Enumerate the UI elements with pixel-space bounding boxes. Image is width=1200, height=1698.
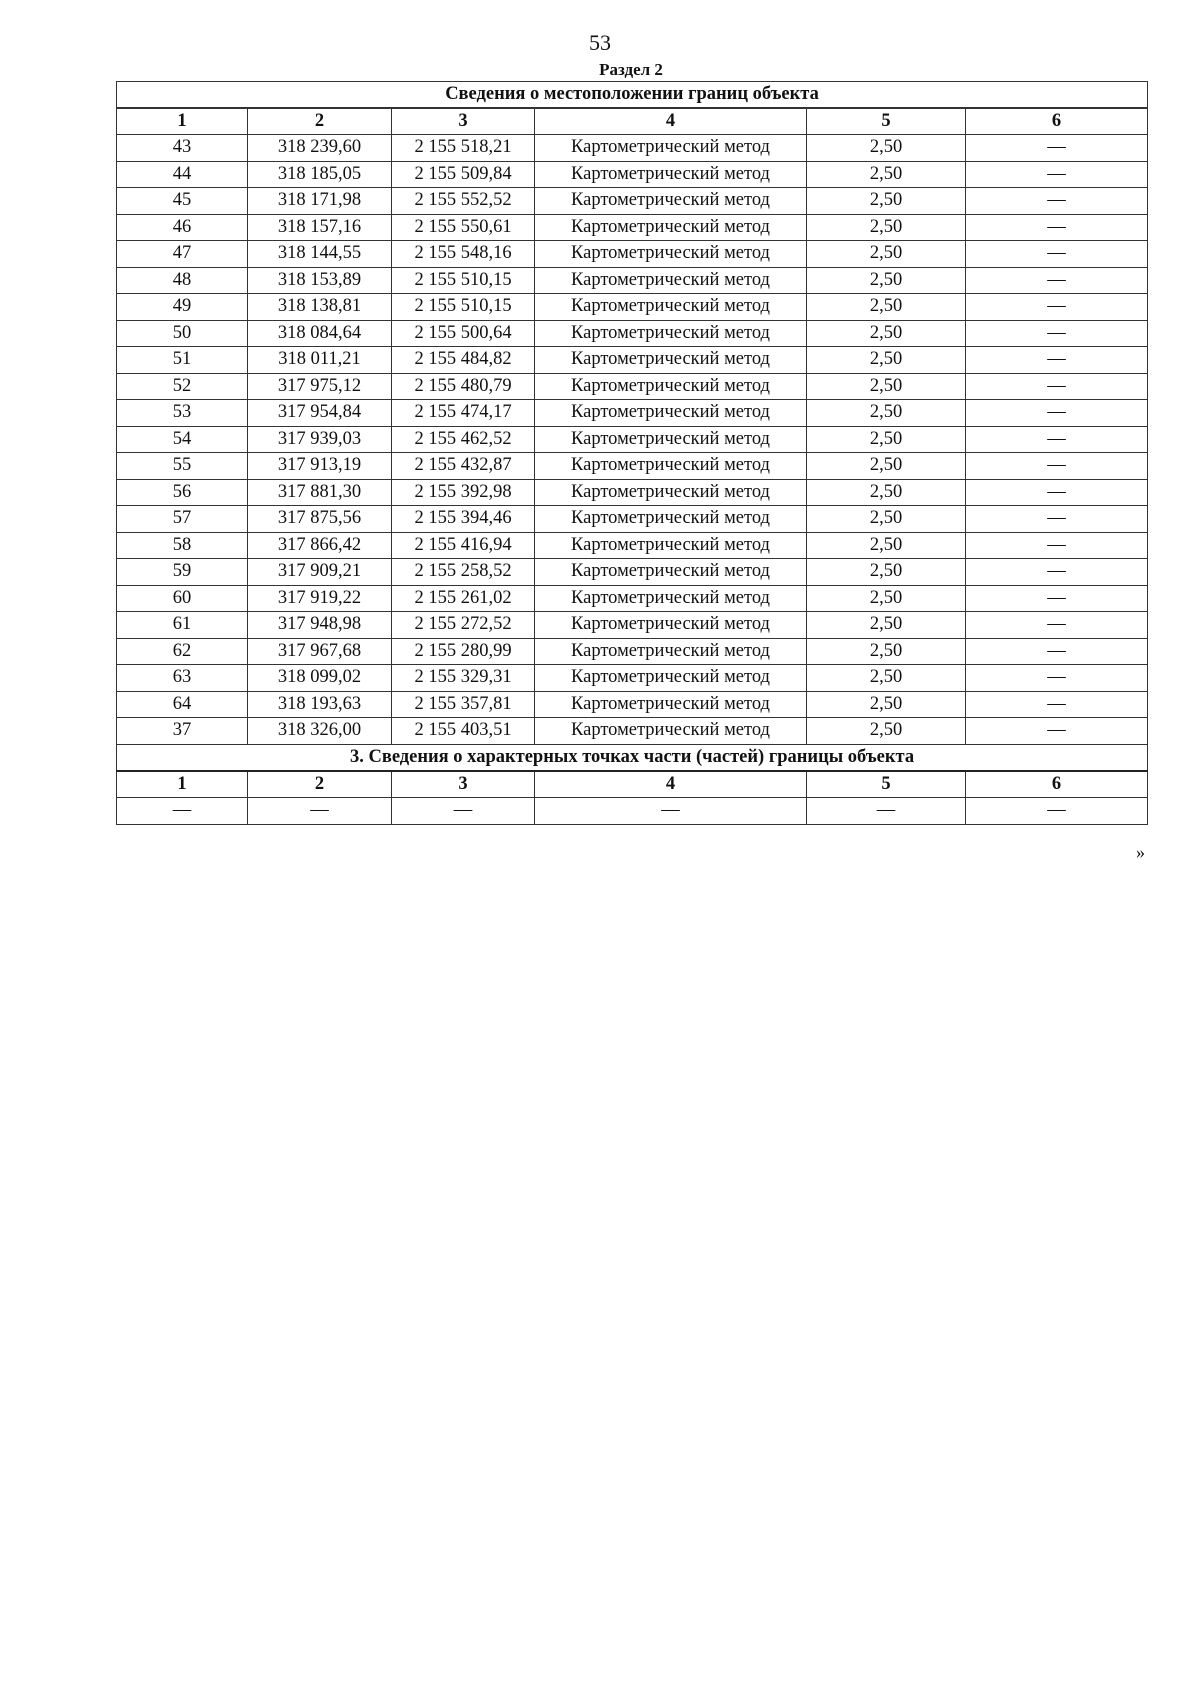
table-row — [117, 294, 1148, 321]
table-row — [117, 135, 1148, 162]
table-cell: — — [966, 320, 1148, 347]
table-cell: 2 155 548,16 — [392, 241, 535, 268]
table-cell: Картометрический метод — [535, 532, 807, 559]
column-header: 5 — [807, 108, 966, 135]
table-cell: 54 — [117, 426, 248, 453]
table-cell: 2 155 509,84 — [392, 161, 535, 188]
table-cell: — — [535, 798, 807, 825]
table-row — [117, 241, 1148, 268]
table-cell: 318 099,02 — [248, 665, 392, 692]
table-cell: Картометрический метод — [535, 479, 807, 506]
table-cell: Картометрический метод — [535, 506, 807, 533]
table-cell: 53 — [117, 400, 248, 427]
table-row — [117, 506, 1148, 533]
table-cell: 55 — [117, 453, 248, 480]
table-row — [117, 320, 1148, 347]
table-cell: 48 — [117, 267, 248, 294]
table-cell: 318 326,00 — [248, 718, 392, 745]
table-cell: 2 155 500,64 — [392, 320, 535, 347]
table-cell: 63 — [117, 665, 248, 692]
table-cell: 317 881,30 — [248, 479, 392, 506]
column-header: 2 — [248, 108, 392, 135]
table-cell: 318 011,21 — [248, 347, 392, 374]
table-cell: 317 975,12 — [248, 373, 392, 400]
table-cell: Картометрический метод — [535, 373, 807, 400]
table-cell: 318 084,64 — [248, 320, 392, 347]
table-cell: Картометрический метод — [535, 585, 807, 612]
boundary-table-title: Сведения о местоположении границ объекта — [117, 82, 1148, 109]
table-cell: 43 — [117, 135, 248, 162]
table-cell: 61 — [117, 612, 248, 639]
table-cell: 2 155 272,52 — [392, 612, 535, 639]
table-cell: Картометрический метод — [535, 161, 807, 188]
table-row — [117, 267, 1148, 294]
table-cell: — — [966, 559, 1148, 586]
table-cell: 1 — [117, 771, 248, 798]
table-cell: — — [966, 585, 1148, 612]
table-cell: 2 155 392,98 — [392, 479, 535, 506]
table-cell: 2,50 — [807, 241, 966, 268]
table-cell: 6 — [966, 771, 1148, 798]
table-cell: — — [807, 798, 966, 825]
table-cell: 317 913,19 — [248, 453, 392, 480]
table-cell: 2 155 518,21 — [392, 135, 535, 162]
table-cell: 2 155 462,52 — [392, 426, 535, 453]
table-cell: 2 155 484,82 — [392, 347, 535, 374]
table-cell: 5 — [807, 771, 966, 798]
table-cell: — — [966, 453, 1148, 480]
table-cell: 318 157,16 — [248, 214, 392, 241]
table-cell: Картометрический метод — [535, 665, 807, 692]
table-cell: 318 193,63 — [248, 691, 392, 718]
table-cell: 317 909,21 — [248, 559, 392, 586]
table-cell: 2,50 — [807, 347, 966, 374]
table-row — [117, 665, 1148, 692]
table-cell: 2 155 550,61 — [392, 214, 535, 241]
table-cell: 57 — [117, 506, 248, 533]
boundary-table-header-row — [117, 108, 1148, 135]
table-cell: Картометрический метод — [535, 453, 807, 480]
table-cell: 317 954,84 — [248, 400, 392, 427]
table-cell: 46 — [117, 214, 248, 241]
table-row — [117, 691, 1148, 718]
table-cell: 2 155 280,99 — [392, 638, 535, 665]
table-cell: — — [966, 214, 1148, 241]
table-row — [117, 426, 1148, 453]
parts-table-title-row — [117, 744, 1148, 771]
table-cell: 2,50 — [807, 585, 966, 612]
table-cell: — — [966, 161, 1148, 188]
table-row — [117, 718, 1148, 745]
table-cell: 2 155 416,94 — [392, 532, 535, 559]
section-label: Раздел 2 — [599, 60, 663, 79]
table-cell: 2,50 — [807, 638, 966, 665]
table-row — [117, 373, 1148, 400]
table-row — [117, 585, 1148, 612]
table-row — [117, 559, 1148, 586]
table-cell: — — [966, 241, 1148, 268]
table-row — [117, 453, 1148, 480]
table-row — [117, 188, 1148, 215]
table-cell: 45 — [117, 188, 248, 215]
table-row — [117, 638, 1148, 665]
table-cell: Картометрический метод — [535, 400, 807, 427]
page-number: 53 — [589, 30, 611, 55]
table-cell: 318 171,98 — [248, 188, 392, 215]
table-cell: 2 155 261,02 — [392, 585, 535, 612]
table-row — [117, 161, 1148, 188]
column-header: 6 — [966, 108, 1148, 135]
boundary-table — [116, 81, 1148, 825]
table-cell: 2 155 394,46 — [392, 506, 535, 533]
table-cell: Картометрический метод — [535, 638, 807, 665]
table-cell: 52 — [117, 373, 248, 400]
table-cell: 2,50 — [807, 400, 966, 427]
table-cell: — — [966, 506, 1148, 533]
table-cell: — — [966, 532, 1148, 559]
table-cell: 62 — [117, 638, 248, 665]
table-cell: 2,50 — [807, 214, 966, 241]
table-cell: 2,50 — [807, 320, 966, 347]
table-cell: 2,50 — [807, 479, 966, 506]
table-cell: — — [966, 718, 1148, 745]
table-cell: — — [966, 798, 1148, 825]
table-cell: Картометрический метод — [535, 559, 807, 586]
table-cell: Картометрический метод — [535, 241, 807, 268]
table-cell: Картометрический метод — [535, 691, 807, 718]
table-cell: 2 155 403,51 — [392, 718, 535, 745]
table-cell: 318 185,05 — [248, 161, 392, 188]
table-cell: 2,50 — [807, 559, 966, 586]
table-cell: 2,50 — [807, 188, 966, 215]
column-header: 4 — [535, 108, 807, 135]
table-cell: 37 — [117, 718, 248, 745]
table-cell: 2,50 — [807, 506, 966, 533]
table-cell: 2,50 — [807, 373, 966, 400]
table-cell: — — [966, 135, 1148, 162]
table-cell: 56 — [117, 479, 248, 506]
table-cell: Картометрический метод — [535, 294, 807, 321]
table-cell: 50 — [117, 320, 248, 347]
table-row — [117, 479, 1148, 506]
table-cell: 2,50 — [807, 665, 966, 692]
table-cell: 59 — [117, 559, 248, 586]
table-cell: 2,50 — [807, 294, 966, 321]
table-row — [117, 347, 1148, 374]
table-cell: 2,50 — [807, 267, 966, 294]
table-cell: — — [966, 612, 1148, 639]
table-cell: Картометрический метод — [535, 718, 807, 745]
table-cell: — — [392, 798, 535, 825]
parts-table-title: 3. Сведения о характерных точках части (частей) границы объекта — [117, 744, 1148, 771]
table-cell: 317 875,56 — [248, 506, 392, 533]
table-cell: — — [966, 294, 1148, 321]
table-cell: 64 — [117, 691, 248, 718]
table-cell: — — [966, 347, 1148, 374]
table-cell: 318 144,55 — [248, 241, 392, 268]
table-row — [117, 612, 1148, 639]
table-cell: 2,50 — [807, 135, 966, 162]
table-cell: 58 — [117, 532, 248, 559]
table-cell: 317 939,03 — [248, 426, 392, 453]
table-cell: 2 155 432,87 — [392, 453, 535, 480]
table-cell: Картометрический метод — [535, 426, 807, 453]
table-cell: 318 239,60 — [248, 135, 392, 162]
table-cell: — — [966, 373, 1148, 400]
table-cell: Картометрический метод — [535, 612, 807, 639]
table-cell: — — [966, 426, 1148, 453]
table-cell: 2,50 — [807, 532, 966, 559]
table-cell: 44 — [117, 161, 248, 188]
table-cell: — — [966, 638, 1148, 665]
table-cell: — — [117, 798, 248, 825]
boundary-table-title-row — [117, 82, 1148, 109]
table-cell: Картометрический метод — [535, 267, 807, 294]
table-cell: 2 155 480,79 — [392, 373, 535, 400]
table-cell: 2 155 552,52 — [392, 188, 535, 215]
table-cell: 2 155 329,31 — [392, 665, 535, 692]
table-cell: 317 866,42 — [248, 532, 392, 559]
table-cell: — — [966, 691, 1148, 718]
table-row — [117, 400, 1148, 427]
table-cell: 2,50 — [807, 612, 966, 639]
table-cell: 2,50 — [807, 161, 966, 188]
table-cell: 317 919,22 — [248, 585, 392, 612]
table-cell: 49 — [117, 294, 248, 321]
table-cell: Картометрический метод — [535, 135, 807, 162]
parts-table-header-row — [117, 771, 1148, 798]
table-cell: 318 153,89 — [248, 267, 392, 294]
table-cell: 51 — [117, 347, 248, 374]
table-cell: 2,50 — [807, 453, 966, 480]
table-cell: 318 138,81 — [248, 294, 392, 321]
table-cell: 2 155 510,15 — [392, 294, 535, 321]
table-cell: 2 155 510,15 — [392, 267, 535, 294]
table-cell: Картометрический метод — [535, 320, 807, 347]
closing-quote: » — [1136, 842, 1145, 862]
column-header: 3 — [392, 108, 535, 135]
table-cell: — — [966, 188, 1148, 215]
table-cell: 2 155 474,17 — [392, 400, 535, 427]
table-cell: 47 — [117, 241, 248, 268]
table-cell: — — [966, 267, 1148, 294]
table-cell: Картометрический метод — [535, 214, 807, 241]
table-cell: 2,50 — [807, 718, 966, 745]
table-cell: 317 948,98 — [248, 612, 392, 639]
table-cell: 60 — [117, 585, 248, 612]
table-cell: — — [966, 479, 1148, 506]
table-cell: 317 967,68 — [248, 638, 392, 665]
table-row — [117, 532, 1148, 559]
table-cell: — — [966, 665, 1148, 692]
table-cell: Картометрический метод — [535, 188, 807, 215]
table-cell: Картометрический метод — [535, 347, 807, 374]
table-cell: 2,50 — [807, 426, 966, 453]
table-cell: — — [248, 798, 392, 825]
table-cell: 2 155 258,52 — [392, 559, 535, 586]
table-cell: 4 — [535, 771, 807, 798]
table-cell: 2,50 — [807, 691, 966, 718]
table-row — [117, 214, 1148, 241]
table-cell: 3 — [392, 771, 535, 798]
table-cell: — — [966, 400, 1148, 427]
table-row — [117, 798, 1148, 825]
table-cell: 2 155 357,81 — [392, 691, 535, 718]
column-header: 1 — [117, 108, 248, 135]
table-cell: 2 — [248, 771, 392, 798]
